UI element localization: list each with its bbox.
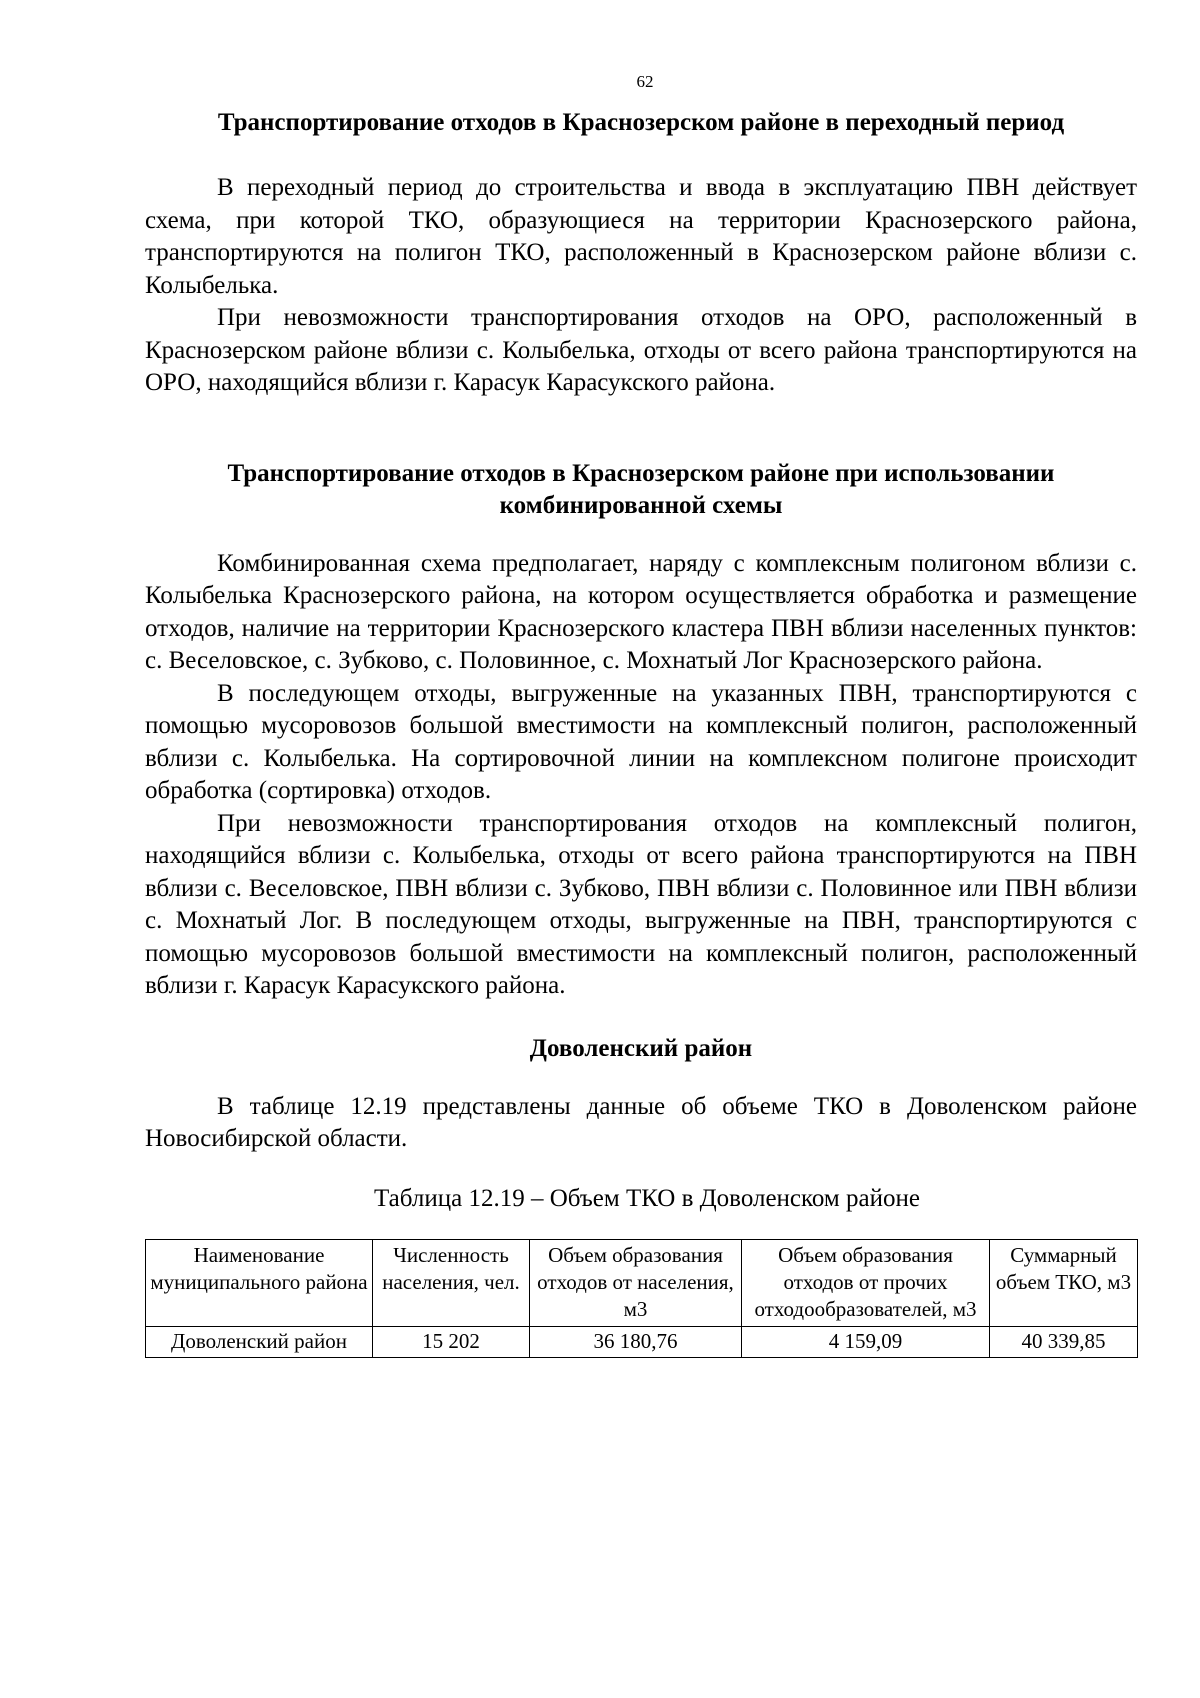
cell-population: 15 202 <box>373 1326 530 1357</box>
header-volume-other: Объем образования отходов от прочих отходообразователей, м3 <box>742 1239 990 1326</box>
cell-district-name: Доволенский район <box>146 1326 373 1357</box>
header-total-volume: Суммарный объем ТКО, м3 <box>990 1239 1138 1326</box>
document-page <box>145 60 1137 1358</box>
section1-paragraph-2: При невозможности транспортирования отходов на ОРО, расположенный в Краснозерском районе вблизи с. Колыбелька, отходы от всего района транспортируются на ОРО, находящийся вблизи г. Карасук Карасукского района. <box>145 304 1137 396</box>
cell-volume-population: 36 180,76 <box>530 1326 742 1357</box>
cell-volume-other: 4 159,09 <box>742 1326 990 1357</box>
section3-body <box>145 1091 1137 1156</box>
section1-body <box>145 172 1137 400</box>
header-district-name: Наименование муниципального района <box>146 1239 373 1326</box>
section2-paragraph-3: При невозможности транспортирования отходов на комплексный полигон, находящийся вблизи с. Колыбелька, отходы от всего района транспортируются на ПВН вблизи с. Веселовское, ПВН вблизи с. Зубково, ПВН вблизи с. Половинное или ПВН вблизи с. Мохнатый Лог. В последующем отходы, выгруженные на ПВН, транспортируются с помощью мусоровозов большой вместимости на комплексный полигон, расположенный вблизи г. Карасук Карасукского района. <box>145 809 1137 999</box>
cell-total-volume: 40 339,85 <box>990 1326 1138 1357</box>
table-row <box>146 1326 1138 1357</box>
section3-heading: Доволенский район <box>529 1034 753 1062</box>
section3-paragraph-1: В таблице 12.19 представлены данные об объеме ТКО в Доволенском районе Новосибирской области. <box>145 1092 1137 1152</box>
section2-heading: Транспортирование отходов в Краснозерском районе при использовании комбинированной схемы <box>227 459 1055 519</box>
page-number: 62 <box>636 72 654 91</box>
tko-volume-table <box>145 1239 1138 1358</box>
table-header-row <box>146 1239 1138 1326</box>
header-population: Численность населения, чел. <box>373 1239 530 1326</box>
section1-paragraph-1: В переходный период до строительства и ввода в эксплуатацию ПВН действует схема, при которой ТКО, образующиеся на территории Краснозерского района, транспортируются на полигон ТКО, расположенный в Краснозерском районе вблизи с. Колыбелька. <box>145 174 1137 299</box>
section2-paragraph-1: Комбинированная схема предполагает, наряду с комплексным полигоном вблизи с. Колыбелька Краснозерского района, на котором осуществляется обработка и размещение отходов, наличие на территории Краснозерского кластера ПВН вблизи населенных пунктов: с. Веселовское, с. Зубково, с. Половинное, с. Мохнатый Лог Краснозерского района. <box>145 549 1137 674</box>
section1-heading: Транспортирование отходов в Краснозерском районе в переходный период <box>217 109 1065 136</box>
section2-paragraph-2: В последующем отходы, выгруженные на указанных ПВН, транспортируются с помощью мусоровозов большой вместимости на комплексный полигон, расположенный вблизи с. Колыбелька. На сортировочной линии на комплексном полигоне происходит обработка (сортировка) отходов. <box>145 679 1137 804</box>
header-volume-population: Объем образования отходов от населения, м3 <box>530 1239 742 1326</box>
section2-body <box>145 548 1137 1003</box>
table-caption: Таблица 12.19 – Объем ТКО в Доволенском районе <box>374 1184 920 1212</box>
